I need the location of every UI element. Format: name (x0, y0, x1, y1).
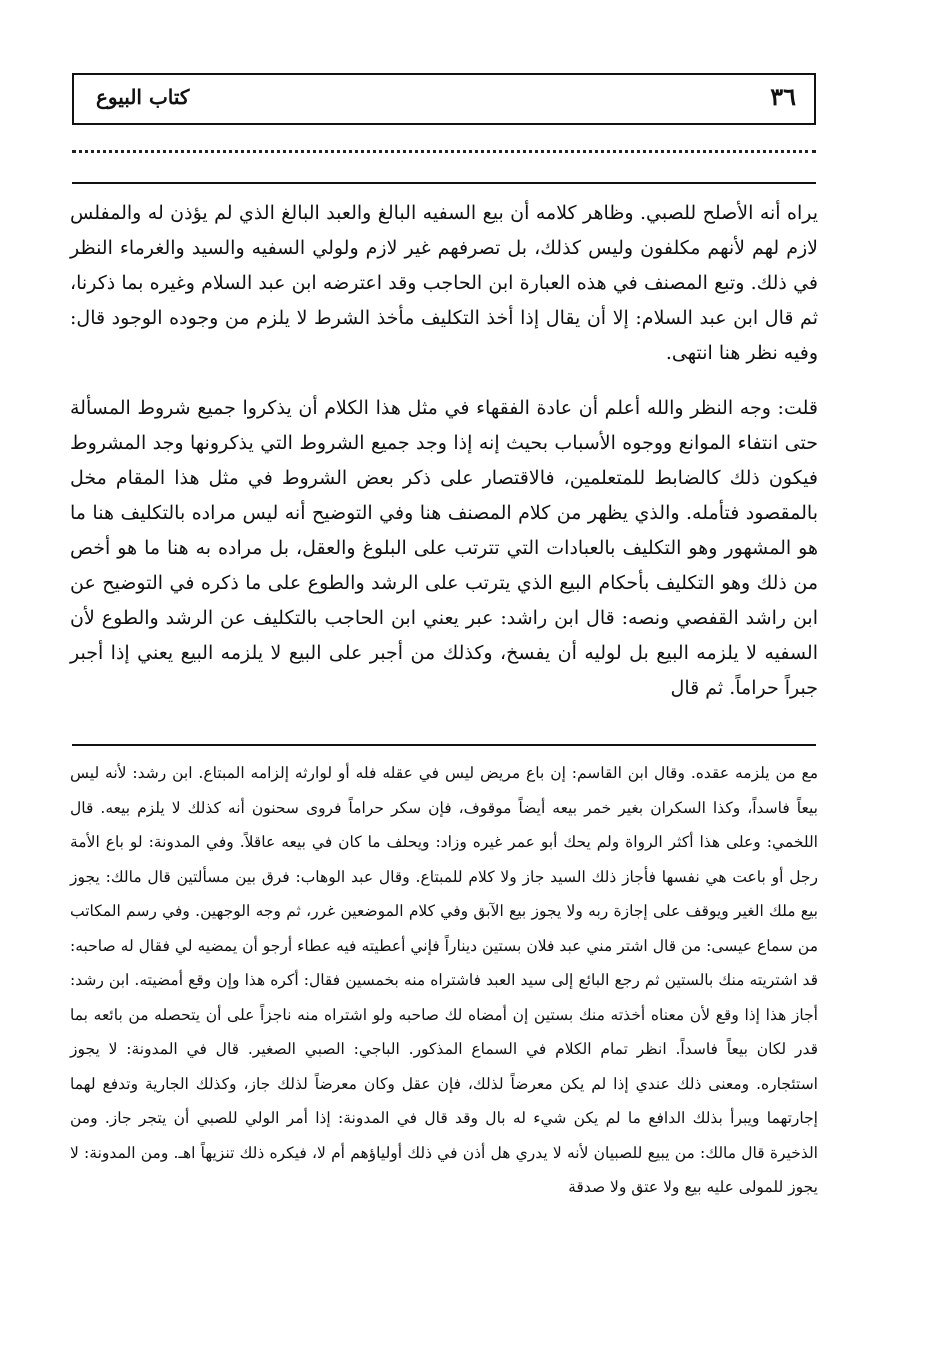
book-title: كتاب البيوع (96, 85, 190, 109)
dotted-divider (72, 150, 816, 153)
page-number: ٣٦ (770, 82, 796, 111)
running-header (72, 73, 816, 125)
main-text (70, 196, 818, 706)
main-paragraph-1: يراه أنه الأصلح للصبي. وظاهر كلامه أن بيع السفيه البالغ والعبد البالغ الذي لم يؤذن له والمفلس لازم لهم لأنهم مكلفون وليس كذلك، بل تصرفهم غير لازم ولولي السفيه والسيد والغرماء النظر في ذلك. وتبع المصنف في هذه العبارة ابن الحاجب وقد اعترضه ابن عبد السلام وغيره بما ذكرنا، ثم قال ابن عبد السلام: إلا أن يقال إذا أخذ التكليف مأخذ الشرط لا يلزم من وجوده الوجود قال: وفيه نظر هنا انتهى. (70, 202, 818, 364)
top-divider (72, 182, 816, 184)
footnote-text (70, 756, 818, 1205)
main-paragraph-2: قلت: وجه النظر والله أعلم أن عادة الفقهاء في مثل هذا الكلام أن يذكروا جميع شروط المسألة حتى انتفاء الموانع ووجوه الأسباب بحيث إنه إذا وجد جميع الشروط التي يذكرونها وجد المشروط فيكون ذلك كالضابط للمتعلمين، فالاقتصار على ذكر بعض الشروط في مثل هذا المقام مخل بالمقصود فتأمله. والذي يظهر من كلام المصنف هنا وفي التوضيح أنه ليس مراده بالتكليف هنا ما هو المشهور وهو التكليف بالعبادات التي تترتب على البلوغ والعقل، بل مراده به هنا ما هو أخص من ذلك وهو التكليف بأحكام البيع الذي يترتب على الرشد والطوع على ما ذكره في التوضيح عن ابن راشد القفصي ونصه: قال ابن راشد: عبر يعني ابن الحاجب بالتكليف عن الرشد والطوع لأن السفيه لا يلزمه البيع بل لوليه أن يفسخ، وكذلك من أجبر على البيع لا يلزمه البيع يعني إذا أجبر جبراً حراماً. ثم قال (70, 397, 818, 699)
footnote-divider (72, 744, 816, 746)
footnote-paragraph: مع من يلزمه عقده. وقال ابن القاسم: إن باع مريض ليس في عقله فله أو لوارثه إلزامه المبتاع. ابن رشد: لأنه ليس بيعاً فاسداً، وكذا السكران بغير خمر بيعه أيضاً موقوف، فإن سكر حراماً فروى سحنون أنه كذلك لا يلزم بيعه. قال اللخمي: وعلى هذا أكثر الرواة ولم يحك أبو عمر غيره وزاد: ويحلف ما كان في بيعه عاقلاً. وفي المدونة: لو باع الأمة رجل أو باعت هي نفسها فأجاز ذلك السيد جاز ولا كلام للمبتاع. وقال عبد الوهاب: فرق بين مسألتين قال مالك: يجوز بيع ملك الغير ويوقف على إجازة ربه ولا يجوز بيع الآبق وفي كلام الموضعين غرر، ثم وجه الوجهين. وفي رسم المكاتب من سماع عيسى: من قال اشتر مني عبد فلان بستين ديناراً فإني أعطيته فيه عطاء أرجو أن يمضيه لي فقال له صاحبه: قد اشتريته منك بالستين ثم رجع البائع إلى سيد العبد فاشتراه منه بخمسين فقال: أكره هذا وإن وقع أمضيته. ابن رشد: أجاز هذا إذا وقع لأن معناه أخذته منك بستين إن أمضاه لك صاحبه ولو اشتراه منه ناجزاً على أن يتحصله من بائعه بما قدر لكان بيعاً فاسداً. انظر تمام الكلام في السماع المذكور. الباجي: الصبي الصغير. قال في المدونة: لا يجوز استئجاره. ومعنى ذلك عندي إذا لم يكن معرضاً لذلك، فإن عقل وكان معرضاً لذلك جاز، وكذلك الجارية وتدفع لهما إجارتهما ويبرأ بذلك الدافع ما لم يكن شيء له بال وقد قال في المدونة: إذا أمر الولي للصبي أن يتجر جاز. ومن الذخيرة قال مالك: من يبيع للصبيان لأنه لا يدري هل أذن في ذلك أولياؤهم أم لا، فيكره ذلك تنزيهاً اهـ. ومن المدونة: لا يجوز للمولى عليه بيع ولا عتق ولا صدقة (70, 764, 818, 1196)
